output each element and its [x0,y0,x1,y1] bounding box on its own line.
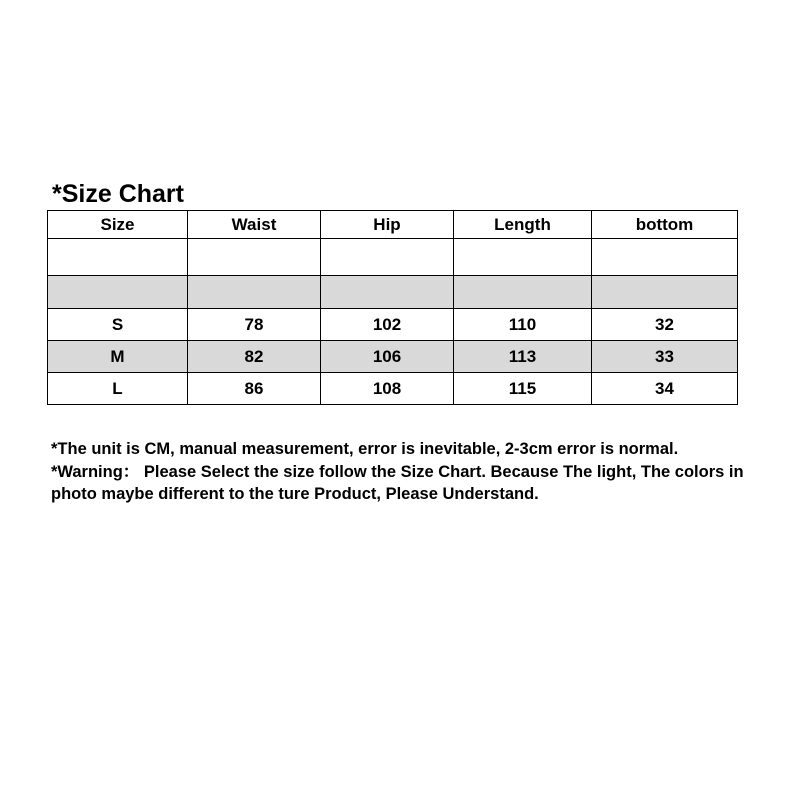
empty-row-shaded [48,276,738,309]
empty-cell [321,239,454,276]
unit-note: *The unit is CM, manual measurement, error is inevitable, 2-3cm error is normal. [51,440,679,458]
waist-cell: 82 [188,341,321,373]
empty-cell [321,276,454,309]
size-cell: S [48,309,188,341]
header-size: Size [48,211,188,239]
bottom-cell: 34 [592,373,738,405]
empty-cell [48,239,188,276]
bottom-cell: 33 [592,341,738,373]
bottom-cell: 32 [592,309,738,341]
length-cell: 110 [454,309,592,341]
empty-cell [48,276,188,309]
empty-cell [592,239,738,276]
empty-row [48,239,738,276]
size-cell: L [48,373,188,405]
length-cell: 113 [454,341,592,373]
table-row [48,309,738,341]
empty-cell [592,276,738,309]
empty-cell [454,276,592,309]
size-chart-title: *Size Chart [52,180,184,208]
header-waist: Waist [188,211,321,239]
header-hip: Hip [321,211,454,239]
length-cell: 115 [454,373,592,405]
warning-note: *Warning： Please Select the size follow the Size Chart. Because The light, The colors in photo maybe different to the ture Product, Please Understand. [51,462,744,503]
hip-cell: 102 [321,309,454,341]
empty-cell [454,239,592,276]
header-bottom: bottom [592,211,738,239]
waist-cell: 86 [188,373,321,405]
waist-cell: 78 [188,309,321,341]
hip-cell: 108 [321,373,454,405]
table-row [48,341,738,373]
size-table [47,210,738,405]
size-cell: M [48,341,188,373]
header-length: Length [454,211,592,239]
notes-block [51,438,771,506]
table-header-row [48,211,738,239]
empty-cell [188,276,321,309]
table-row [48,373,738,405]
empty-cell [188,239,321,276]
hip-cell: 106 [321,341,454,373]
